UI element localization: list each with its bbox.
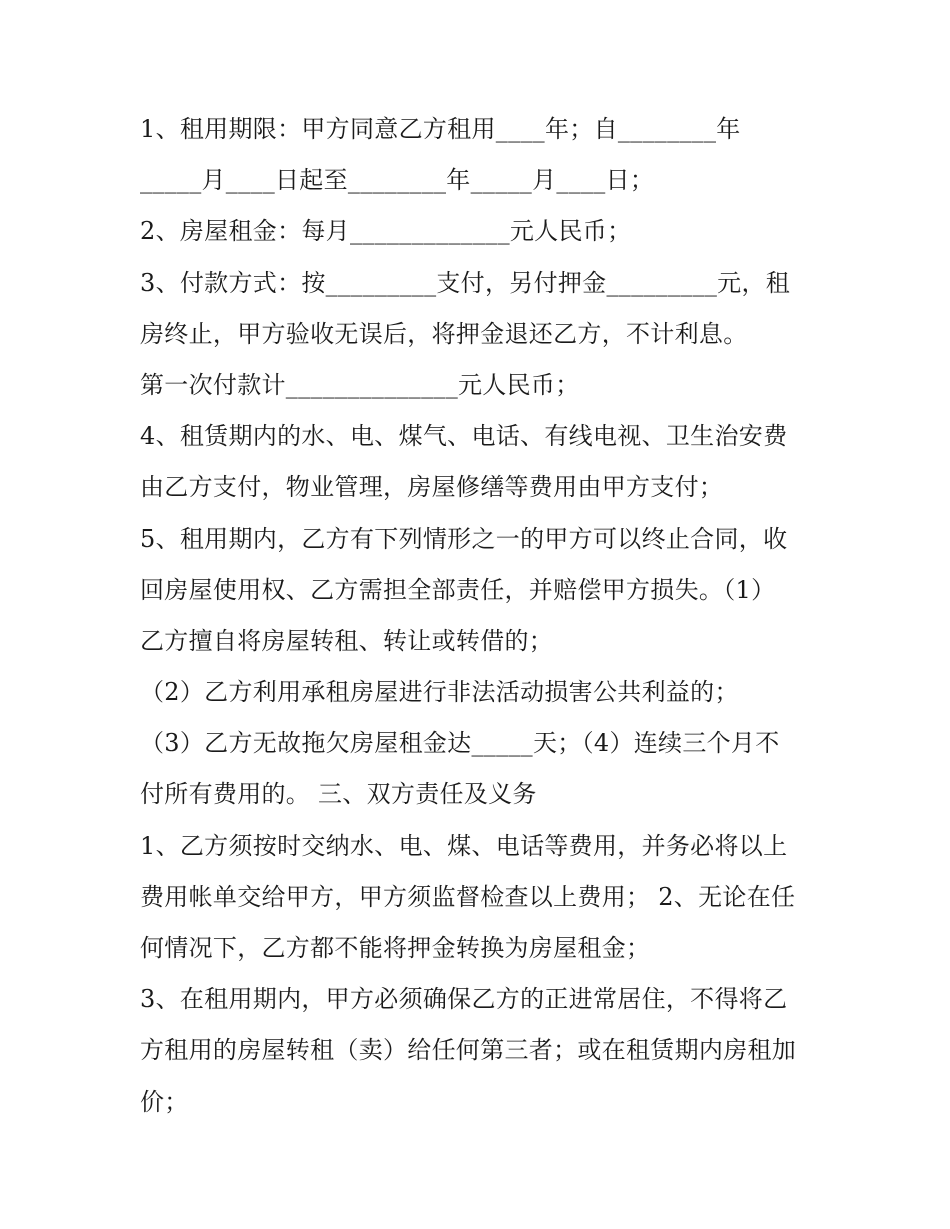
text-line: 第一次付款计______________元人民币； [140,370,580,399]
text-line: 由乙方支付，物业管理，房屋修缮等费用由甲方支付； [140,473,724,502]
text-line: 方租用的房屋转租（卖）给任何第三者；或在租赁期内房租加 [140,1036,797,1065]
text-line: 价； [140,1087,189,1116]
text-line: 乙方擅自将房屋转租、转让或转借的； [140,626,554,655]
text-line: 2、房屋租金：每月_____________元人民币； [140,217,632,246]
text-line: 3、付款方式：按_________支付，另付押金_________元，租 [140,268,791,297]
text-line: 房终止，甲方验收无误后，将押金退还乙方，不计利息。 [140,319,748,348]
text-line: 何情况下，乙方都不能将押金转换为房屋租金； [140,934,651,962]
text-line: 5、租用期内，乙方有下列情形之一的甲方可以终止合同，收 [140,524,788,553]
text-line: 3、在租用期内，甲方必须确保乙方的正进常居住，不得将乙 [140,985,788,1014]
text-line: _____月____日起至________年_____月____日； [140,166,655,195]
text-line: 1、乙方须按时交纳水、电、煤、电话等费用，并务必将以上 [140,831,788,860]
contract-text [140,104,820,1128]
text-line: （2）乙方利用承租房屋进行非法活动损害公共利益的； [140,678,739,707]
text-line: 回房屋使用权、乙方需担全部责任，并赔偿甲方损失。（1） [140,575,776,604]
text-line: 4、租赁期内的水、电、煤气、电话、有线电视、卫生治安费 [140,422,788,451]
text-line: 费用帐单交给甲方，甲方须监督检查以上费用； 2、无论在任 [140,882,796,911]
text-line: 付所有费用的。 三、双方责任及义务 [140,780,537,809]
text-line: （3）乙方无故拖欠房屋租金达_____天；（4）连续三个月不 [140,729,780,758]
text-line: 1、租用期限：甲方同意乙方租用____年；自________年 [140,115,741,143]
